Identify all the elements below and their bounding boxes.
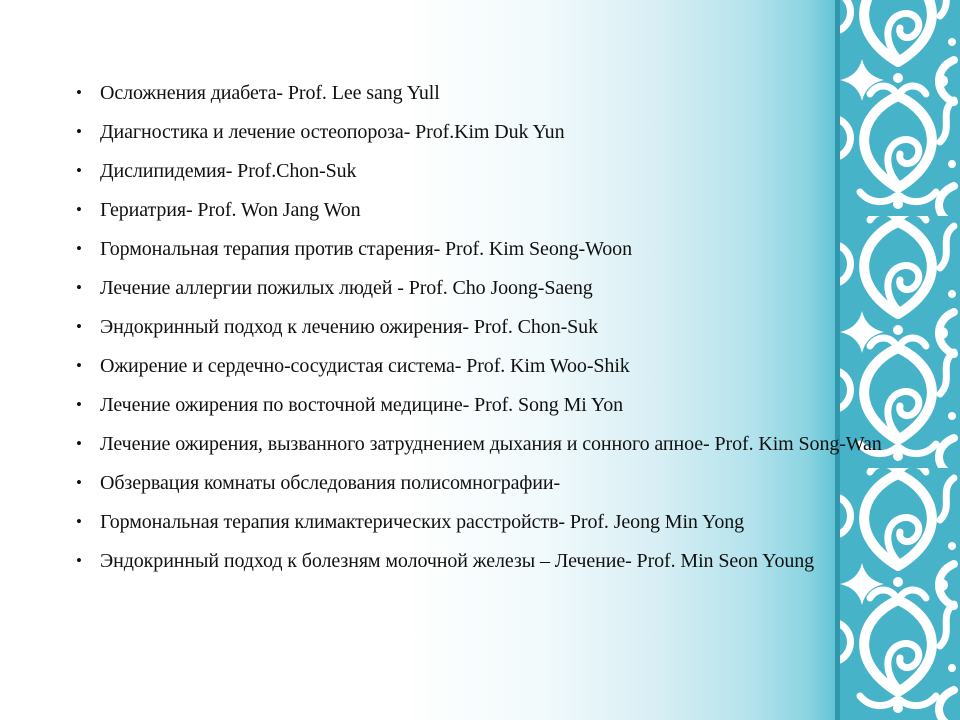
bullet-icon: • bbox=[76, 395, 82, 414]
bullet-icon: • bbox=[76, 551, 82, 570]
bullet-icon: • bbox=[76, 200, 82, 219]
list-item bbox=[76, 511, 890, 534]
list-item bbox=[76, 550, 890, 573]
bullet-icon: • bbox=[76, 356, 82, 375]
list-item bbox=[76, 160, 890, 183]
bullet-icon: • bbox=[76, 434, 82, 453]
bullet-icon: • bbox=[76, 161, 82, 180]
list-item-text: Лечение ожирения, вызванного затруднением дыхания и сонного апное- Prof. Kim Song-Wan bbox=[100, 433, 882, 455]
list-item-text: Лечение аллергии пожилых людей - Prof. Cho Joong-Saeng bbox=[100, 277, 593, 299]
bullet-icon: • bbox=[76, 473, 82, 492]
list-item-text: Гормональная терапия климактерических расстройств- Prof. Jeong Min Yong bbox=[100, 511, 745, 533]
topics-list bbox=[76, 82, 890, 589]
bullet-icon: • bbox=[76, 317, 82, 336]
list-item bbox=[76, 238, 890, 261]
list-item-text: Гериатрия- Prof. Won Jang Won bbox=[100, 199, 361, 221]
list-item-text: Ожирение и сердечно-сосудистая система- Prof. Kim Woo-Shik bbox=[100, 355, 630, 377]
list-item bbox=[76, 316, 890, 339]
bullet-icon: • bbox=[76, 122, 82, 141]
list-item-text: Обзервация комнаты обследования полисомнографии- bbox=[100, 472, 561, 494]
bullet-icon: • bbox=[76, 239, 82, 258]
list-item bbox=[76, 394, 890, 417]
list-item-text: Диагностика и лечение остеопороза- Prof.Kim Duk Yun bbox=[100, 121, 565, 143]
bullet-icon: • bbox=[76, 83, 82, 102]
list-item bbox=[76, 199, 890, 222]
list-item-text: Осложнения диабета- Prof. Lee sang Yull bbox=[100, 82, 440, 104]
list-item-text: Дислипидемия- Prof.Chon-Suk bbox=[100, 160, 357, 182]
list-item-text: Лечение ожирения по восточной медицине- Prof. Song Mi Yon bbox=[100, 394, 624, 416]
bullet-icon: • bbox=[76, 512, 82, 531]
list-item bbox=[76, 277, 890, 300]
list-item bbox=[76, 472, 890, 495]
list-item-text: Эндокринный подход к болезням молочной железы – Лечение- Prof. Min Seon Young bbox=[100, 550, 815, 572]
list-item-text: Гормональная терапия против старения- Prof. Kim Seong-Woon bbox=[100, 238, 632, 260]
list-item bbox=[76, 433, 890, 456]
list-item bbox=[76, 355, 890, 378]
list-item-text: Эндокринный подход к лечению ожирения- Prof. Chon-Suk bbox=[100, 316, 598, 338]
list-item bbox=[76, 121, 890, 144]
list-item bbox=[76, 82, 890, 105]
bullet-icon: • bbox=[76, 278, 82, 297]
